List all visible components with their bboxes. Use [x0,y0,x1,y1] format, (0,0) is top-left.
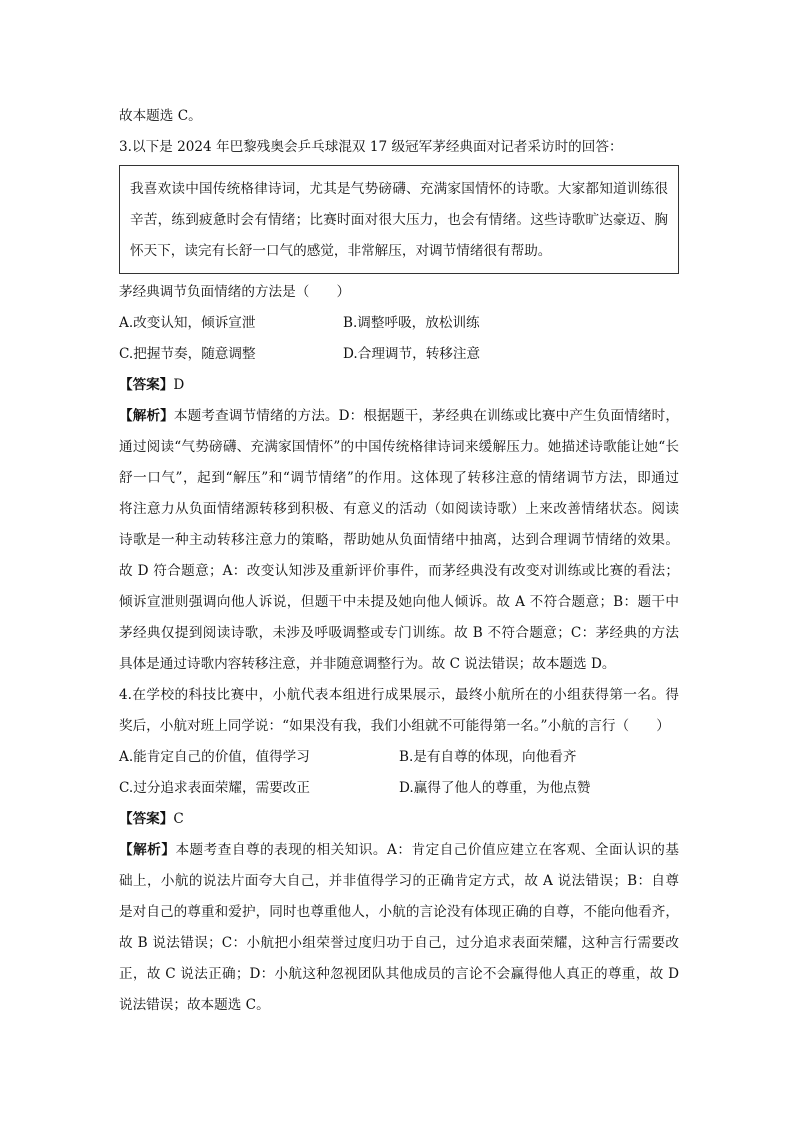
q4-analysis-line: 础上，小航的说法片面夸大自己，并非值得学习的正确肯定方式，故 A 说法错误；B：自尊 [119,873,679,889]
q4-stem-line: 奖后，小航对班上同学说：“如果没有我，我们小组就不可能得第一名。”小航的言行（ ） [119,718,670,734]
q4-option-b: B.是有自尊的体现，向他看齐 [399,749,577,765]
q4-options-row-1 [119,742,679,773]
q4-analysis-line: 故 B 说法错误；C：小航把小组荣誉过度归功于自己，过分追求表面荣耀，这种言行需要改 [119,935,679,951]
document-content [119,101,679,1021]
q3-answer [119,370,679,401]
q3-options-row-1 [119,308,679,339]
q3-options-row-2 [119,339,679,370]
q3-option-b: B.调整呼吸，放松训练 [343,315,480,331]
q4-stem [119,680,679,742]
q3-quote-box [119,165,679,274]
q3-analysis-line: 将注意力从负面情绪源转移到积极、有意义的活动（如阅读诗歌）上来改善情绪状态。阅读 [119,501,679,517]
q4-answer-label: 【答案】 [119,811,174,827]
q3-analysis-line: 【解析】本题考查调节情绪的方法。D：根据题干，茅经典在训练或比赛中产生负面情绪时， [119,408,680,424]
q3-option-a: A.改变认知，倾诉宣泄 [119,315,256,331]
q3-quote-line: 辛苦，练到疲惫时会有情绪；比赛时面对很大压力，也会有情绪。这些诗歌旷达豪迈、胸 [130,212,668,228]
q3-analysis-line: 通过阅读“气势磅礴、充满家国情怀”的中国传统格律诗词来缓解压力。她描述诗歌能让她“长 [119,439,679,455]
q4-options-row-2 [119,773,679,804]
q3-analysis-line: 倾诉宣泄则强调向他人诉说，但题干中未提及她向他人倾诉。故 A 不符合题意；B：题干中 [119,594,679,610]
previous-conclusion: 故本题选 C。 [119,108,202,124]
q4-analysis-line: 是对自己的尊重和爱护，同时也尊重他人，小航的言论没有体现正确的自尊，不能向他看齐， [119,904,679,920]
q4-analysis-line: 正，故 C 说法正确；D：小航这种忽视团队其他成员的言论不会赢得他人真正的尊重，故 D [119,966,679,982]
q3-analysis-line: 故 D 符合题意；A：改变认知涉及重新评价事件，而茅经典没有改变对训练或比赛的看法； [119,563,679,579]
q3-analysis-line: 茅经典仅提到阅读诗歌，未涉及呼吸调整或专门训练。故 B 不符合题意；C：茅经典的方法 [119,625,679,641]
q4-analysis-label: 【解析】 [119,842,176,858]
q4-stem-line: 4.在学校的科技比赛中，小航代表本组进行成果展示，最终小航所在的小组获得第一名。得 [119,687,679,703]
q3-question: 茅经典调节负面情绪的方法是（ ） [119,284,351,300]
q3-analysis-line: 具体是通过诗歌内容转移注意，并非随意调整行为。故 C 说法错误；故本题选 D。 [119,656,616,672]
q3-answer-value: D [173,377,185,393]
q4-answer-value: C [173,811,184,827]
q3-analysis-line: 诗歌是一种主动转移注意力的策略，帮助她从负面情绪中抽离，达到合理调节情绪的效果。 [119,532,679,548]
q4-analysis [119,835,679,1021]
q4-option-a: A.能肯定自己的价值，值得学习 [119,749,310,765]
q4-analysis-line: 【解析】本题考查自尊的表现的相关知识。A：肯定自己价值应建立在客观、全面认识的基 [119,842,679,858]
q4-analysis-line: 说法错误；故本题选 C。 [119,997,270,1013]
q3-quote-line: 我喜欢读中国传统格律诗词，尤其是气势磅礴、充满家国情怀的诗歌。大家都知道训练很 [130,181,668,197]
q3-analysis-line: 舒一口气”，起到“解压”和“调节情绪”的作用。这体现了转移注意的情绪调节方法，即通过 [119,470,679,486]
q3-answer-label: 【答案】 [119,377,174,393]
q3-stem: 3.以下是 2024 年巴黎残奥会乒乓球混双 17 级冠军茅经典面对记者采访时的回答： [119,139,623,155]
q3-analysis [119,401,679,680]
q3-option-d: D.合理调节，转移注意 [343,346,481,362]
q4-answer [119,804,679,835]
q3-quote-line: 怀天下，读完有长舒一口气的感觉，非常解压，对调节情绪很有帮助。 [130,243,552,259]
q4-option-d: D.赢得了他人的尊重，为他点赞 [399,780,591,796]
q3-option-c: C.把握节奏，随意调整 [119,346,256,362]
q4-option-c: C.过分追求表面荣耀，需要改正 [119,780,310,796]
q3-analysis-label: 【解析】 [119,408,174,424]
